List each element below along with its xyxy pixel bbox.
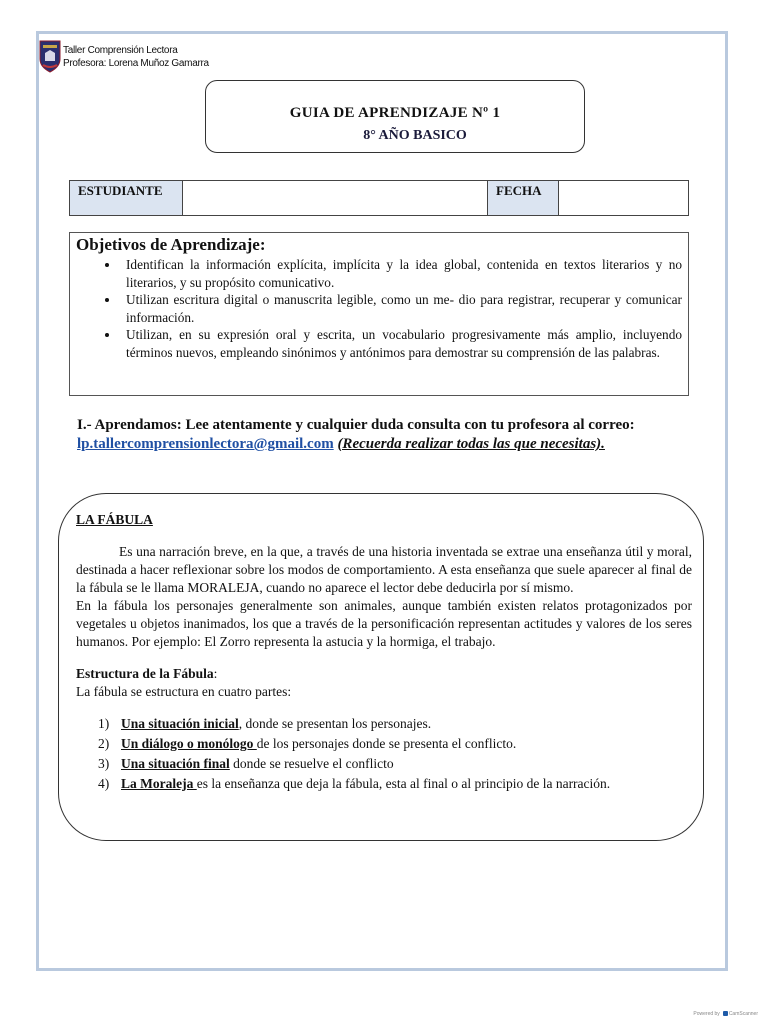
part-description: es la enseñanza que deja la fábula, esta al final o al principio de la narración. bbox=[196, 776, 611, 791]
instructions-text: I.- Aprendamos: Lee atentamente y cualquier duda consulta con tu profesora al correo: bbox=[77, 417, 635, 433]
teacher-email-link[interactable]: lp.tallercomprensionlectora@gmail.com bbox=[77, 436, 334, 452]
fabula-title: LA FÁBULA bbox=[76, 512, 153, 527]
fabula-paragraph: En la fábula los personajes generalmente son animales, aunque también existen relatos protagonizados por vegetales u objetos inanimados, los que a través de la personificación representan actitudes y valores de los seres humanos. Por ejemplo: El Zorro representa la astucia y la hormiga, el trabajo. bbox=[76, 598, 692, 649]
scanner-watermark bbox=[693, 1011, 758, 1017]
part-term: La Moraleja bbox=[121, 776, 197, 791]
student-label: ESTUDIANTE bbox=[70, 181, 183, 216]
part-description: donde se resuelve el conflicto bbox=[229, 756, 394, 771]
school-crest-icon bbox=[39, 39, 61, 73]
part-term: Un diálogo o monólogo bbox=[121, 736, 257, 751]
structure-part bbox=[76, 755, 692, 773]
structure-title: Estructura de la Fábula bbox=[76, 666, 214, 681]
guide-title: GUIA DE APRENDIZAJE Nº 1 bbox=[289, 105, 501, 121]
structure-part bbox=[76, 735, 692, 753]
part-term: Una situación inicial bbox=[121, 716, 239, 731]
part-number: 1) bbox=[98, 716, 110, 731]
powered-by-text: Powered by bbox=[693, 1011, 720, 1017]
teacher-name: Profesora: Lorena Muñoz Gamarra bbox=[63, 58, 209, 69]
objective-item: • Utilizan escritura digital o manuscrita legible, como un me- dio para registrar, recuperar y comunicar información. bbox=[120, 291, 682, 326]
instructions bbox=[77, 416, 697, 454]
part-number: 4) bbox=[98, 776, 110, 791]
student-name-field[interactable] bbox=[183, 181, 488, 216]
date-field[interactable] bbox=[559, 181, 689, 216]
structure-parts-list bbox=[76, 715, 692, 793]
structure-heading bbox=[76, 665, 692, 683]
fabula-paragraph: Es una narración breve, en la que, a través de una historia inventada se extrae una enseñanza útil y moral, destinada a hacer reflexionar sobre los modos de comportamiento. A esta enseñanza que suele aparecer al final de la fábula se le llama MORALEJA, cuando no aparece el lector debe deducirla por sí mismo. bbox=[76, 544, 692, 595]
part-description: de los personajes donde se presenta el conflicto. bbox=[256, 736, 517, 751]
part-number: 2) bbox=[98, 736, 110, 751]
camscanner-icon bbox=[723, 1011, 728, 1016]
objectives-list bbox=[76, 256, 682, 361]
student-info-table bbox=[69, 180, 689, 216]
date-label: FECHA bbox=[488, 181, 559, 216]
structure-colon: : bbox=[213, 666, 218, 681]
part-number: 3) bbox=[98, 756, 110, 771]
structure-part bbox=[76, 715, 692, 733]
part-term: Una situación final bbox=[121, 756, 230, 771]
structure-intro: La fábula se estructura en cuatro partes: bbox=[76, 684, 292, 699]
objective-item: • Utilizan, en su expresión oral y escrita, un vocabulario progresivamente más amplio, incluyendo términos nuevos, empleando sinónimos y antónimos para demostrar su comprensión de las palabras. bbox=[120, 326, 682, 361]
workshop-name: Taller Comprensión Lectora bbox=[63, 45, 178, 56]
grade-level: 8° AÑO BASICO bbox=[363, 128, 467, 143]
part-description: , donde se presentan los personajes. bbox=[238, 716, 432, 731]
structure-part bbox=[76, 775, 692, 793]
objectives-title: Objetivos de Aprendizaje: bbox=[76, 235, 266, 254]
objective-item: • Identifican la información explícita, implícita y la idea global, contenida en textos literarios y no literarios, y su propósito comunicativo. bbox=[120, 256, 682, 291]
fabula-content bbox=[76, 511, 692, 795]
title-box bbox=[205, 80, 585, 153]
brand-name: CamScanner bbox=[728, 1011, 758, 1017]
objectives-box bbox=[69, 232, 689, 396]
document-header bbox=[63, 44, 209, 70]
instructions-note: (Recuerda realizar todas las que necesitas). bbox=[337, 436, 605, 452]
